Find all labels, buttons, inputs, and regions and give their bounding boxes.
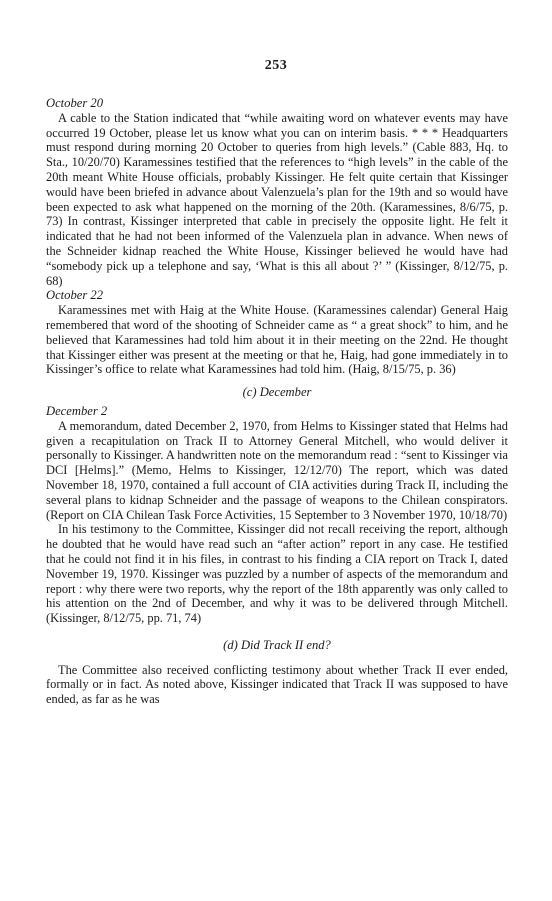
paragraph: A cable to the Station indicated that “while awaiting word on whatever events may have occurred 19 October, please let us know what you can on interim basis. * * * Headquarters must respond during morning 20 October to queries from high levels.” (Cable 883, Hq. to Sta., 10/20/70) Karamessines testified that the references to “high levels” in the cable of the 20th meant White House officials, probably Kissinger. He felt quite certain that Kissinger would have been briefed in advance about Valenzuela’s plan for the 19th and so would have been expected to ask what happened on the morning of the 20th. (Karamessines, 8/6/75, p. 73) In contrast, Kissinger interpreted that cable in precisely the opposite light. He felt it indicated that he had not been informed of the Valenzuela plan in advance. When news of the Schneider kidnap reached the White House, Kissinger believed he would have had “somebody pick up a telephone and say, ‘What is this all about ?’ ” (Kissinger, 8/12/75, p. 68)	[46, 110, 508, 288]
paragraph: The Committee also received conflicting testimony about whether Track II ever ended, formally or in fact. As noted above, Kissinger indicated that Track II was supposed to have ended, as far as he was	[46, 662, 508, 707]
section-heading-track-ii-end: (d) Did Track II end?	[223, 637, 331, 652]
page-number: 253	[264, 58, 288, 73]
entry-date: October 20	[46, 96, 104, 110]
entry-date: December 2	[46, 403, 108, 418]
paragraph: Karamessines met with Haig at the White House. (Karamessines calendar) General Haig remembered that word of the shooting of Schneider came as “ a great shock” to him, and he believed that Karamessines had told him about it in their meeting on the 22nd. He thought that Kissinger either was present at the meeting or that he, Haig, had gone immediately in to Kissinger’s office to relate what Karamessines had told him. (Haig, 8/15/75, p. 36)	[46, 303, 508, 377]
entry-date: October 22	[46, 288, 104, 303]
entry-october-20	[46, 96, 508, 288]
entry-december-2	[46, 404, 508, 626]
paragraph: In his testimony to the Committee, Kissinger did not recall receiving the report, although he doubted that he would have read such an “after action” report in any case. He testified that he could not find it in his files, in contrast to his finding a CIA report on Track I, dated November 19, 1970. Kissinger was puzzled by a number of aspects of the memorandum and report : why there were two reports, why the report of the 18th apparently was only called to his attention on the 2nd of December, and why it was to be delivered through Mitchell. (Kissinger, 8/12/75, pp. 71, 74)	[46, 522, 508, 626]
section-heading-december: (c) December	[242, 385, 312, 400]
paragraph: A memorandum, dated December 2, 1970, from Helms to Kissinger stated that Helms had given a recapitulation on Track II to Attorney General Mitchell, who would deliver it personally to Kissinger. A handwritten note on the memorandum read : “sent to Kissinger via DCI [Helms].” (Memo, Helms to Kissinger, 12/12/70) The report, which was dated November 18, 1970, contained a full account of CIA activities during Track II, including the several plans to kidnap Schneider and the passage of weapons to the Chilean conspirators. (Report on CIA Chilean Task Force Activities, 15 September to 3 November 1970, 10/18/70)	[46, 418, 508, 522]
document-body	[46, 96, 508, 707]
entry-october-22	[46, 288, 508, 377]
